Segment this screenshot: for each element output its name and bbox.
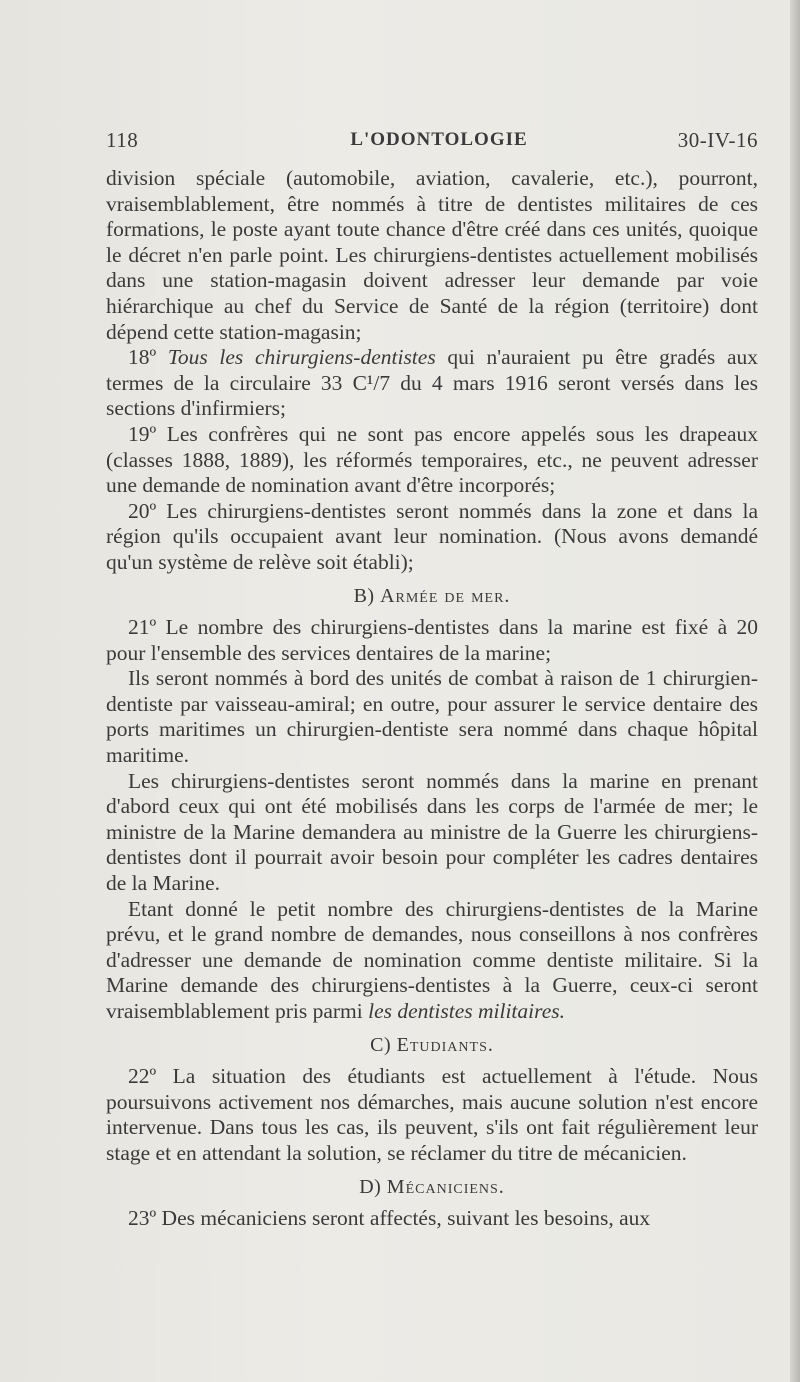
- paragraph-21-d-italic: les dentistes militaires.: [368, 999, 565, 1023]
- paragraph-21-d: [106, 897, 758, 1025]
- page-body: [106, 166, 758, 1232]
- section-heading-d: [106, 1175, 758, 1201]
- running-header: [106, 128, 762, 156]
- issue-date: 30-IV-16: [677, 128, 758, 152]
- section-d-letter: D): [359, 1175, 387, 1198]
- paragraph-18-italic: Tous les chirurgiens-dentistes: [167, 345, 436, 370]
- paragraph-21-c: Les chirurgiens-dentistes seront nommés dans la marine en prenant d'abord ceux qui ont été mobilisés dans les corps de l'armée de mer; le ministre de la Marine demandera au ministre de la Guerre les chirurgiens-dentistes dont il pourrait avoir besoin pour compléter les cadres dentaires de la Marine.: [106, 768, 758, 896]
- section-b-letter: B): [353, 584, 381, 607]
- section-c-title: Etudiants.: [396, 1033, 494, 1056]
- paragraph-22: 22º La situation des étudiants est actuellement à l'étude. Nous poursuivons activement nos démarches, mais aucune solution n'est encore intervenue. Dans tous les cas, ils peuvent, s'ils ont fait régulièrement leur stage et en attendant la solution, se réclamer du titre de mécanicien.: [106, 1064, 758, 1165]
- section-d-title: Mécaniciens.: [386, 1175, 505, 1198]
- paragraph-23: 23º Des mécaniciens seront affectés, suivant les besoins, aux: [128, 1206, 651, 1231]
- paragraph-18-text: qui n'auraient pu être gradés aux termes de la circulaire 33 C¹/7 du 4 mars 1916 seront versés dans les sections d'infirmiers;: [106, 345, 759, 421]
- section-heading-b: [106, 584, 758, 610]
- section-heading-c: [106, 1033, 758, 1059]
- journal-title: L'ODONTOLOGIE: [350, 129, 528, 150]
- paragraph-continued: division spéciale (automobile, aviation, cavalerie, etc.), pourront, vraisemblablement, être nommés à titre de dentistes militaires de ces formations, le poste ayant toute chance d'être créé dans ces unités, quoique le décret n'en parle point. Les chirurgiens-dentistes actuellement mobilisés dans une station-magasin doivent adresser leur demande par voie hiérarchique au chef du Service de Santé de la région (territoire) dont dépend cette station-magasin;: [106, 166, 758, 344]
- page-number: 118: [106, 128, 139, 152]
- paragraph-21-b: Ils seront nommés à bord des unités de combat à raison de 1 chirurgien-dentiste par vaisseau-amiral; en outre, pour assurer le service dentaire des ports maritimes un chirurgien-dentiste sera nommé dans chaque hôpital maritime.: [106, 666, 758, 768]
- paragraph-18-number: 18º: [128, 345, 168, 370]
- section-b-title: Armée de mer.: [380, 584, 511, 607]
- paragraph-18: [106, 345, 758, 422]
- section-c-letter: C): [370, 1033, 397, 1056]
- book-spine-edge: [790, 0, 800, 1382]
- paragraph-19: 19º Les confrères qui ne sont pas encore appelés sous les drapeaux (classes 1888, 1889), les réformés temporaires, etc., ne peuvent adresser une demande de nomination avant d'être incorporés;: [106, 421, 758, 498]
- paragraph-21-d-text: Etant donné le petit nombre des chirurgiens-dentistes de la Marine prévu, et le grand nombre de demandes, nous conseillons à nos confrères d'adresser une demande de nomination comme dentiste militaire. Si la Marine demande des chirurgiens-dentistes à la Guerre, ceux-ci seront vraisemblablement pris parmi: [106, 896, 758, 1023]
- paragraph-21: 21º Le nombre des chirurgiens-dentistes dans la marine est fixé à 20 pour l'ensemble des services dentaires de la marine;: [106, 615, 758, 665]
- paragraph-20: 20º Les chirurgiens-dentistes seront nommés dans la zone et dans la région qu'ils occupaient avant leur nomination. (Nous avons demandé qu'un système de relève soit établi);: [106, 498, 758, 574]
